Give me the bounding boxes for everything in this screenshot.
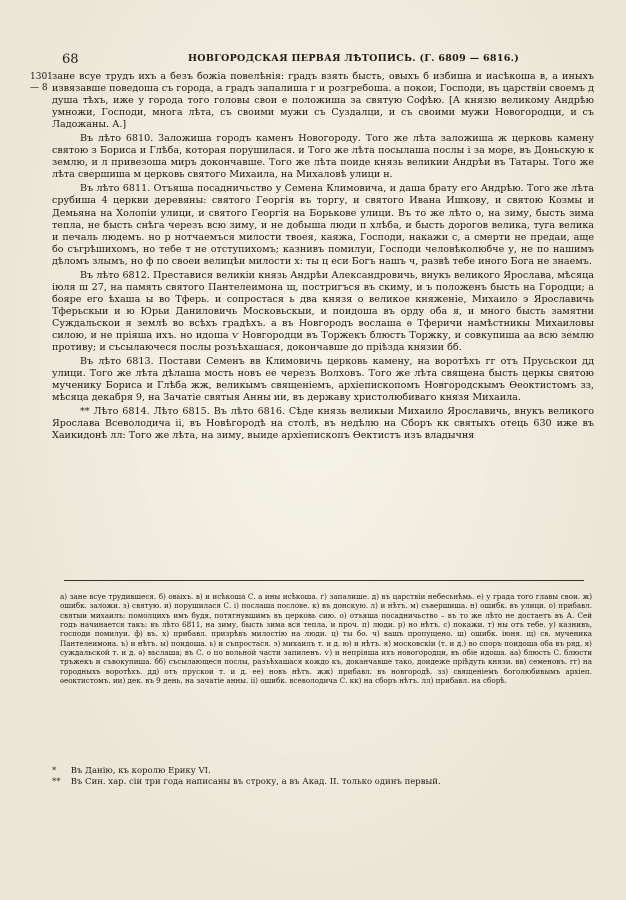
paragraph-6811: Въ лѣто 6811. Отъяша посадничьство у Семена Климовича, и даша брату его Андрѣю. Того же лѣта срубиша 4 церкви деревяны: святого Георгiя въ торгу, и святого Ивана Ишкову, и святою Козмы и Демьяна на Холопiи улици, и святого Георгiя на Борькове улици. Въ то же лѣто о, на зиму, бысть зима тепла, не бысть снѣга черезъ всю зиму, и не добыша люди п хлѣба, и бысть дорогов велика, туга велика и печаль людемъ. но р нотчаемъся милости твоея, каяжа, Господи, накажи с, а смерти не предаи, аще бо съгрѣшихомъ, но тебе т не отступихомъ; казнивъ помилуи, Господи человѣколюбче у, не по нашимъ дѣломъ злымъ, но ф по своеи велицѣи милости х: ты ц еси Богъ нашъ ч, развѣ тебе иного Бога не знаемъ. (52, 183, 594, 267)
footnotes (52, 766, 592, 788)
running-title: НОВГОРОДСКАЯ ПЕРВАЯ ЛѢТОПИСЬ. (Г. 6809 — 6816.) (188, 53, 520, 64)
chronicle-text (52, 71, 594, 442)
paragraph-6810: Въ лѣто 6810. Заложиша городъ каменъ Новогороду. Того же лѣта заложиша ж церковь камену святою з Бориса и Глѣба, которая порушилася. и Того же лѣта посылаша послы i за море, въ Доньскую к землю, и л привезоша миръ докончавше. Того же лѣта поиде князь великии Андрѣи въ Татары. Того же лѣта свершиша м церковь святого Михаила, на Михаловѣ улици н. (52, 133, 594, 181)
paragraph-6812: Въ лѣто 6812. Преставися великiи князь Андрѣи Александровичь, внукъ великого Ярослава, мѣсяца iюля ш 27, на память святого Пантелеимона щ, постригъся въ скиму, и ъ положенъ бысть на Городци; а бояре его ѣхаша ы во Тферь. и сопростася ь два князя о великое княженiе, Михаило э Ярославичь Тферьскыи и ю Юрьи Даниловичь Московьскыи, и поидоша въ орду оба я, и много бысть замятни Суждальскои я землѣ во всѣхъ градѣхъ. а въ Новгородъ вослаша ѳ Тферичи намѣстникы Михаиловы силою, и не прiяша ихъ. но идоша ѵ Новгородци въ Торжекъ блюсть Торжку, и совкупиша аа всю землю противу; и съсылаючеся послы розъѣхашася, докончавше до прiѣзда князии бб. (52, 269, 594, 354)
page-header (0, 52, 626, 72)
footnote-text: Въ Данiю, къ королю Ерику VI. (70, 766, 211, 776)
page-number: 68 (62, 52, 79, 67)
margin-year-top: 1301 (30, 72, 53, 82)
paragraph-6813: Въ лѣто 6813. Постави Семенъ вв Климовичь церковь камену, на воротѣхъ гг отъ Прусьскои дд улици. Того же лѣта дѣлаша мость новъ ее черезъ Волховъ. Того же лѣта священа бысть церкы святою мученику Бориса и Глѣба жж, великымъ священiемъ, архiепископомъ Новгородскымъ Ѳеоктистомъ зз, мѣсяца декабря 9, на Зачатiе святыя Анны ии, въ державу христолюбиваго князя Михаила. (52, 356, 594, 404)
variant-readings: а) зане всуе трудившеся. б) овыхъ. в) и исѣкоша С. а ины исѣкоша. г) запалише. д) въ царствiи небесьнѣмь. е) у града того главы свои. ж) ошибк. заложи. з) святую. и) порушилася С. i) послаша послове. к) въ донскую. л) и нѣтъ. м) съвершиша. н) ошибк. въ улици. о) прибавл. святыи михаилъ: помолцихъ имъ будя, потягнувшимъ въ церковь сию. о) отъяша посадничьство – въ то же лѣто не достаетъ въ А. Сей годъ начинается такъ: въ лѣто 6811, на зиму, бысть зима вся тепла, и проч. п) люди. р) но нѣтъ. с) покажи. т) ны отъ тебе. у) казнивъ, господи помилуи. ф) въ. х) прибавл. призрѣвъ милостiю на люди. ц) ты бо. ч) вашъ пропущено. ш) ошибк. iюня. щ) св. мученика Пантелеимона. ъ) и нѣтъ. ы) поидоша. ь) и съпростася. э) михаилъ т. и д. ю) и нѣтъ. я) московскiи (т. и д.) во споръ поидоша оба въ ряд. я) суждальской т. и д. ѳ) вьслаша; въ С. о по вольной части запиленъ. ѵ) и непрiяша ихъ новогородци, въ обiе идоша. аа) блюсть С. блюсти тръжекъ и съвокупиша. бб) съсылающеся послы, разъѣхашася кождо къ, доканчавше тако, доидеже прiѣдуть князи. вв) семеновъ. гг) на городныхъ воротѣхъ. дд) отъ прускои т. и д. ее) новъ нѣтъ. жж) прибавл. въ новгородѣ. зз) священiемъ боголюбивымъ архiеп. ѳеоктистомъ. ии) дек. въ 9 день, на зачатiе анны. ii) ошибк. всеволодича С. кк) на сборъ нѣтъ. лл) прибавл. на сборѣ. (60, 592, 592, 686)
margin-year-bottom: — 8 (30, 83, 48, 93)
footnote-2 (52, 777, 592, 788)
footnote-divider (64, 580, 584, 581)
footnote-text: Въ Син. хар. сiи три года написаны въ строку, а въ Акад. II. только одинъ первый. (70, 777, 441, 787)
footnote-mark: * (52, 766, 57, 776)
paragraph-6809: зане всуе трудъ ихъ а безъ божiа повелѣнiя: градъ взять бысть, овыхъ б избиша и иасѣкоша в, а иныхъ извязавше поведоша съ города, а градъ запалиша г и розгребоша. а покои, Господи, въ царствiи своемъ д душа тѣхъ, иже у города того головы свои е положиша за святую Софѣю. [А князю великому Андрѣю умножи, Господи, многа лѣта, съ своими мужи съ Суздалци, и съ своими мужи Новогородци, и съ Ладожаны. А.] (52, 71, 594, 131)
paragraph-6814-6816: ** Лѣто 6814. Лѣто 6815. Въ лѣто 6816. Сѣде князь великыи Михаило Ярославичь, внукъ великого Ярослава Всеволодича ii, въ Новѣгородѣ на столѣ, въ недѣлю на Сборъ кк святыхъ отець 630 иже въ Хаикидонѣ лл: Того же лѣта, на зиму, выиде архiепископъ Ѳектистъ изъ владычня (52, 406, 594, 442)
footnote-mark: ** (52, 777, 61, 787)
footnote-1 (52, 766, 592, 777)
